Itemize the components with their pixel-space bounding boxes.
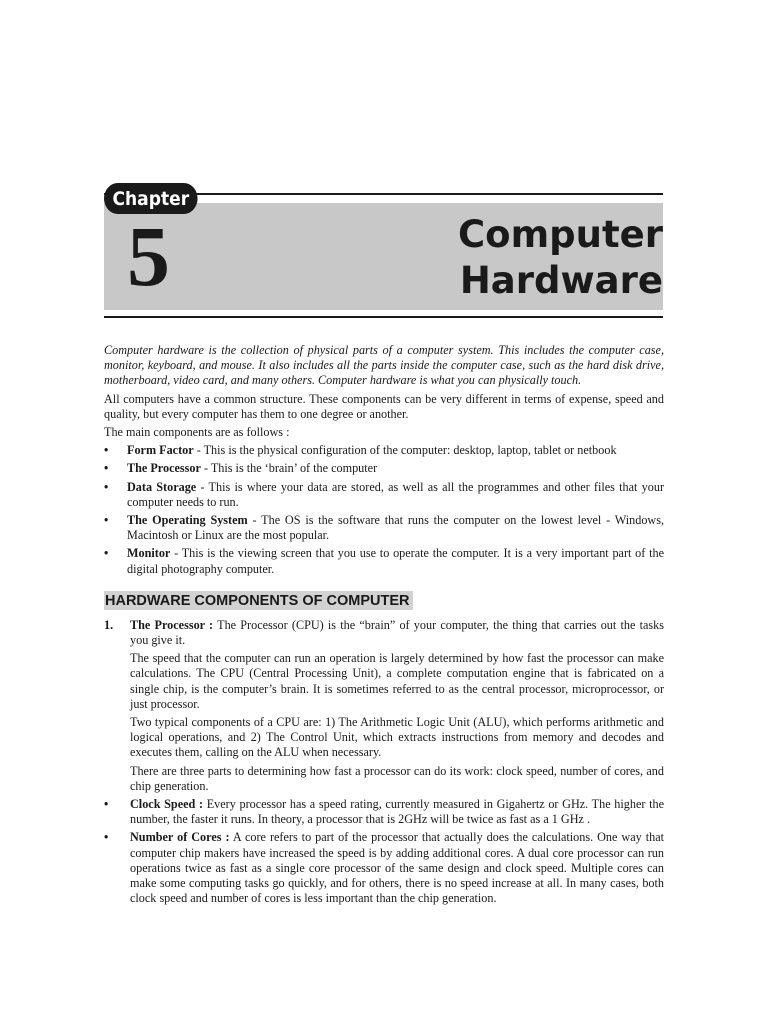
section-heading: HARDWARE COMPONENTS OF COMPUTER xyxy=(104,591,413,610)
paragraph: The speed that the computer can run an operation is largely determined by how fast the processor can make calculations. The CPU (Central Processing Unit), a complete computation engine that is fabricated on a single chip, is the computer’s brain. It is sometimes referred to as the central processor, microprocessor, or just processor. xyxy=(130,651,664,711)
paragraph: Two typical components of a CPU are: 1) The Arithmetic Logic Unit (ALU), which performs arithmetic and logical operations, and 2) The Control Unit, which extracts instructions from memory and decodes and executes them, calling on the ALU when necessary. xyxy=(130,715,664,760)
list-item xyxy=(104,513,664,543)
intro-paragraph: Computer hardware is the collection of physical parts of a computer system. This includes the computer case, monitor, keyboard, and mouse. It also includes all the parts inside the computer case, such as the hard disk drive, motherboard, video card, and many others. Computer hardware is what you can physically touch. xyxy=(104,343,664,388)
description: Every processor has a speed rating, currently measured in Gigahertz or GHz. The higher the number, the faster it runs. In theory, a processor that is 2GHz will be twice as fast as a 1 GHz . xyxy=(130,797,664,827)
chapter-label: Chapter xyxy=(104,183,198,214)
list-item xyxy=(104,797,664,827)
description: The Processor (CPU) is the “brain” of your computer, the thing that carries out the tasks you give it. xyxy=(130,617,664,648)
numbered-item xyxy=(104,618,664,648)
bullet: • xyxy=(104,797,109,812)
list-item xyxy=(104,480,664,510)
chapter-number: 5 xyxy=(127,208,170,304)
description: A core refers to part of the processor that actually does the calculations. One way that computer chip makers have increased the speed is by adding additional cores. A dual core processor can run operations twice as fast as a single core processor of the same design and clock speed. Multiple cores can make some computing tasks go quickly, and for others, there is no speed increase at all. In many cases, both clock speed and number of cores is less important than the chip generation. xyxy=(130,830,664,906)
bullet: • xyxy=(104,830,109,845)
page-body xyxy=(104,343,664,910)
paragraph: All computers have a common structure. These components can be very different in terms of expense, speed and quality, but every computer has them to one degree or another. xyxy=(104,391,664,421)
speed-factors-list xyxy=(104,797,664,906)
term: The Processor xyxy=(127,461,201,476)
term: Form Factor xyxy=(127,443,194,458)
description: - The OS is the software that runs the computer on the lowest level - Windows, Macintosh or Linux are the most popular. xyxy=(127,513,664,543)
item-number: 1. xyxy=(104,617,114,632)
components-list xyxy=(104,443,664,577)
list-item xyxy=(104,830,664,906)
description: - This is the physical configuration of the computer: desktop, laptop, tablet or netbook xyxy=(193,443,617,458)
bullet: • xyxy=(104,479,109,494)
paragraph: There are three parts to determining how fast a processor can do its work: clock speed, number of cores, and chip generation. xyxy=(130,763,664,793)
description: - This is the ‘brain’ of the computer xyxy=(200,461,378,476)
term: Clock Speed : xyxy=(130,797,204,812)
description: - This is where your data are stored, as well as all the programmes and other files that your computer needs to run. xyxy=(127,479,665,509)
banner-bottom-rule xyxy=(104,316,663,318)
paragraph: The main components are as follows : xyxy=(104,425,290,440)
list-item xyxy=(104,546,664,576)
chapter-title-line-1: Computer xyxy=(458,213,663,256)
bullet: • xyxy=(104,461,109,476)
term: The Processor : xyxy=(130,617,214,632)
term: Data Storage xyxy=(127,479,197,494)
chapter-title xyxy=(458,212,663,304)
description: - This is the viewing screen that you use to operate the computer. It is a very important part of the digital photography computer. xyxy=(127,546,664,576)
term: Number of Cores : xyxy=(130,830,230,845)
list-item xyxy=(104,461,664,476)
list-item xyxy=(104,443,664,458)
bullet: • xyxy=(104,443,109,458)
bullet: • xyxy=(104,546,109,561)
term: The Operating System xyxy=(127,513,248,528)
chapter-title-line-2: Hardware xyxy=(459,259,663,302)
bullet: • xyxy=(104,513,109,528)
term: Monitor xyxy=(127,546,171,561)
